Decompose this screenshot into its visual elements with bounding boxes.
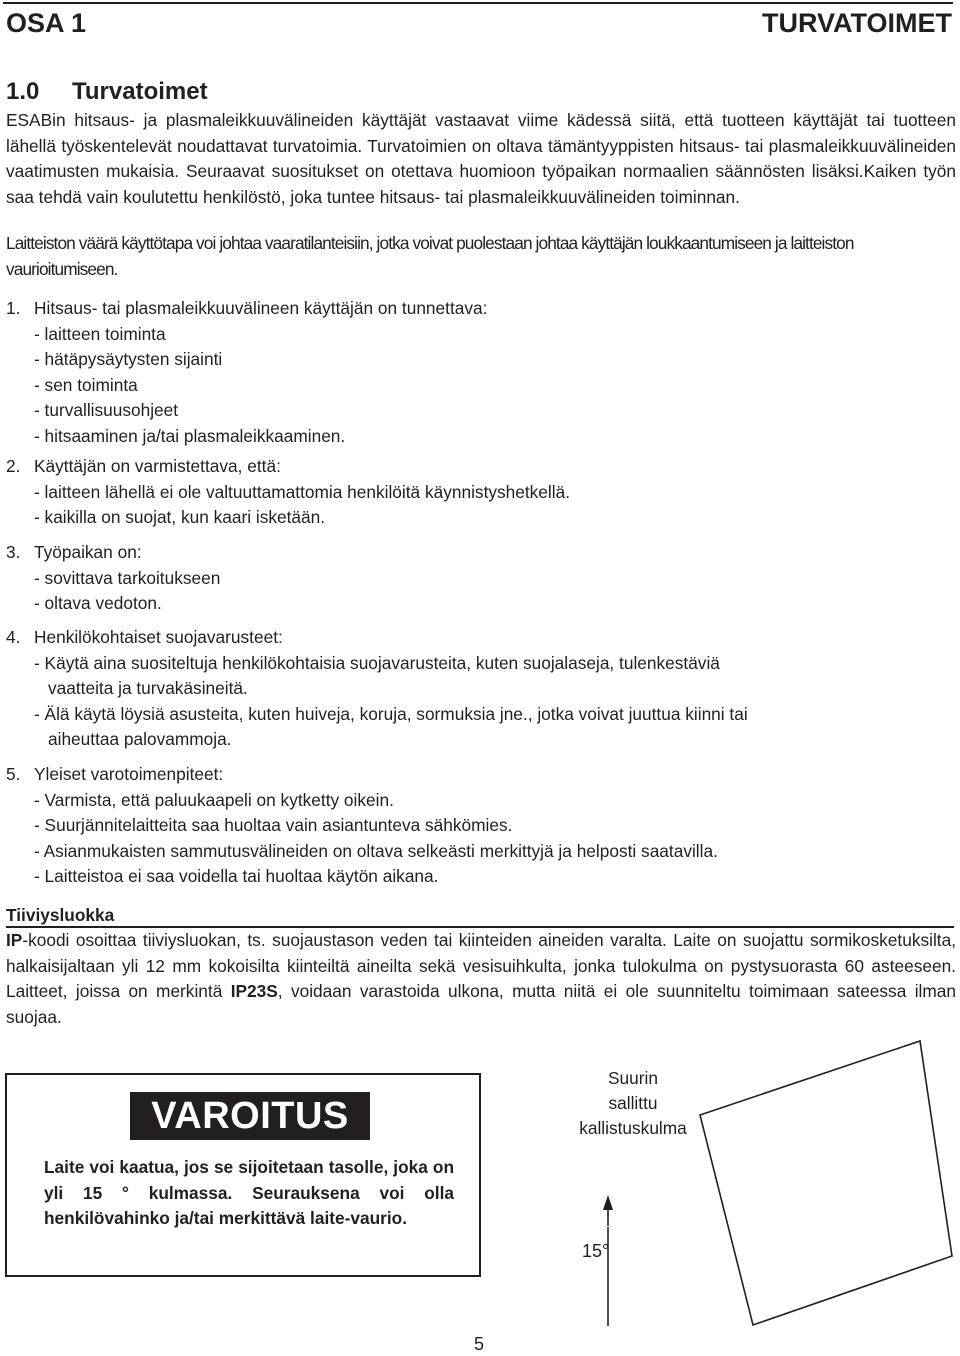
tilt-label-line: Suurin bbox=[608, 1068, 658, 1088]
tilt-angle-diagram bbox=[490, 1030, 960, 1330]
safety-list-2 bbox=[6, 454, 956, 531]
tilt-label-line: sallittu bbox=[608, 1093, 658, 1113]
list-heading bbox=[6, 454, 956, 480]
page-number: 5 bbox=[474, 1334, 485, 1354]
list-item: - kaikilla on suojat, kun kaari isketään. bbox=[34, 507, 326, 527]
list-item: - Asianmukaisten sammutusvälineiden on oltava selkeästi merkittyjä ja helposti saatavilla. bbox=[34, 840, 718, 861]
list-item: - hitsaaminen ja/tai plasmaleikkaaminen. bbox=[34, 425, 346, 446]
list-heading-text: Yleiset varotoimenpiteet: bbox=[34, 764, 224, 784]
list-heading bbox=[6, 625, 956, 651]
section-heading bbox=[6, 77, 208, 107]
list-number: 2. bbox=[6, 456, 21, 476]
list-item: - Laitteistoa ei saa voidella tai huoltaa käytön aikana. bbox=[34, 866, 439, 886]
ip-text-a: -koodi osoittaa tiiviysluokan, ts. suojaustason veden tai kiinteiden aineiden varalta. Laite on suojattu sormikosketuksilta, halkaisijaltaan yli 12 mm kokoisilta kiinteiltä aineilta sekä vesisuihkulta, jonka tulokulma on pystysuorasta 60 asteeseen. Laitteet, joissa on merkintä bbox=[6, 930, 956, 1001]
list-item: - turvallisuusohjeet bbox=[34, 400, 179, 420]
ip-paragraph bbox=[6, 928, 956, 1030]
warning-badge: VAROITUS bbox=[130, 1092, 370, 1140]
list-item: - Käytä aina suositeltuja henkilökohtaisia suojavarusteita, kuten suojalaseja, tulenkestäviä bbox=[34, 652, 720, 673]
angle-label: 15° bbox=[582, 1241, 610, 1261]
list-heading bbox=[6, 296, 956, 322]
safety-list-4 bbox=[6, 625, 956, 753]
list-heading-text: Työpaikan on: bbox=[34, 542, 142, 562]
list-item: - Suurjännitelaitteita saa huoltaa vain asiantunteva sähkömies. bbox=[34, 815, 513, 835]
safety-list-5 bbox=[6, 762, 956, 890]
list-heading bbox=[6, 540, 956, 566]
intro-paragraph: ESABin hitsaus- ja plasmaleikkuuvälineiden käyttäjät vastaavat viime kädessä siitä, että tuotteen käyttäjät tai tuotteen lähellä työskentelevät noudattavat turvatoimia. Turvatoimien on oltava tämäntyyppisten hitsaus- tai plasmaleikkuuvälineiden vaatimusten mukaisia. Seuraavat suositukset on otettava huomioon työpaikan normaalien säännösten lisäksi.Kaiken työn saa tehdä vain koulutettu henkilöstö, joka tuntee hitsaus- tai plasmaleikkuuvälineiden toiminnan. bbox=[6, 110, 956, 207]
list-item: - laitteen toiminta bbox=[34, 323, 166, 344]
list-number: 3. bbox=[6, 542, 21, 562]
safety-list-1 bbox=[6, 296, 956, 449]
list-item: - sen toiminta bbox=[34, 374, 138, 395]
list-item: - Varmista, että paluukaapeli on kytketty oikein. bbox=[34, 789, 394, 810]
list-heading-text: Käyttäjän on varmistettava, että: bbox=[34, 456, 281, 476]
header-title: TURVATOIMET bbox=[761, 8, 952, 38]
list-item-continuation: vaatteita ja turvakäsineitä. bbox=[48, 678, 248, 698]
ip-heading: Tiiviysluokka bbox=[6, 905, 115, 925]
list-item-continuation: aiheuttaa palovammoja. bbox=[48, 729, 232, 749]
section-number: 1.0 bbox=[6, 78, 40, 105]
list-heading-text: Hitsaus- tai plasmaleikkuuvälineen käyttäjän on tunnettava: bbox=[34, 298, 488, 318]
ip-text-b: , voidaan varastoida ulkona, mutta niitä ei ole suunniteltu toimimaan sateessa ilman suojaa. bbox=[6, 981, 956, 1027]
warning-text: Laite voi kaatua, jos se sijoitetaan tasolle, joka on yli 15 ° kulmassa. Seurauksena voi olla henkilövahinko ja/tai merkittävä laite-vaurio. bbox=[44, 1157, 454, 1228]
section-title: Turvatoimet bbox=[72, 78, 208, 105]
ip-mark: IP23S bbox=[230, 981, 278, 1001]
list-item: - sovittava tarkoitukseen bbox=[34, 567, 221, 588]
list-item: - hätäpysäytysten sijainti bbox=[34, 349, 223, 369]
tilt-label bbox=[568, 1066, 698, 1141]
list-number: 4. bbox=[6, 627, 21, 647]
list-number: 1. bbox=[6, 298, 21, 318]
list-number: 5. bbox=[6, 764, 21, 784]
list-heading bbox=[6, 762, 956, 788]
warning-box bbox=[5, 1073, 481, 1277]
arrow-up-icon bbox=[603, 1195, 613, 1210]
intro-paragraph-2: Laitteiston väärä käyttötapa voi johtaa vaaratilanteisiin, jotka voivat puolestaan johtaa käyttäjän loukkaantumiseen ja laitteiston vaurioitumiseen. bbox=[6, 233, 854, 279]
list-heading-text: Henkilökohtaiset suojavarusteet: bbox=[34, 627, 283, 647]
list-item: - laitteen lähellä ei ole valtuuttamattomia henkilöitä käynnistyshetkellä. bbox=[34, 481, 571, 502]
tilt-label-line: kallistuskulma bbox=[579, 1118, 687, 1138]
tilted-device-outline bbox=[700, 1041, 952, 1325]
list-item: - Älä käytä löysiä asusteita, kuten huiveja, koruja, sormuksia jne., jotka voivat juuttua kiinni tai bbox=[34, 703, 748, 724]
safety-list-3 bbox=[6, 540, 956, 617]
ip-code: IP bbox=[6, 930, 23, 950]
header-chapter: OSA 1 bbox=[6, 8, 87, 38]
header-rule bbox=[3, 2, 953, 4]
list-item: - oltava vedoton. bbox=[34, 593, 162, 613]
page-header bbox=[0, 0, 960, 46]
